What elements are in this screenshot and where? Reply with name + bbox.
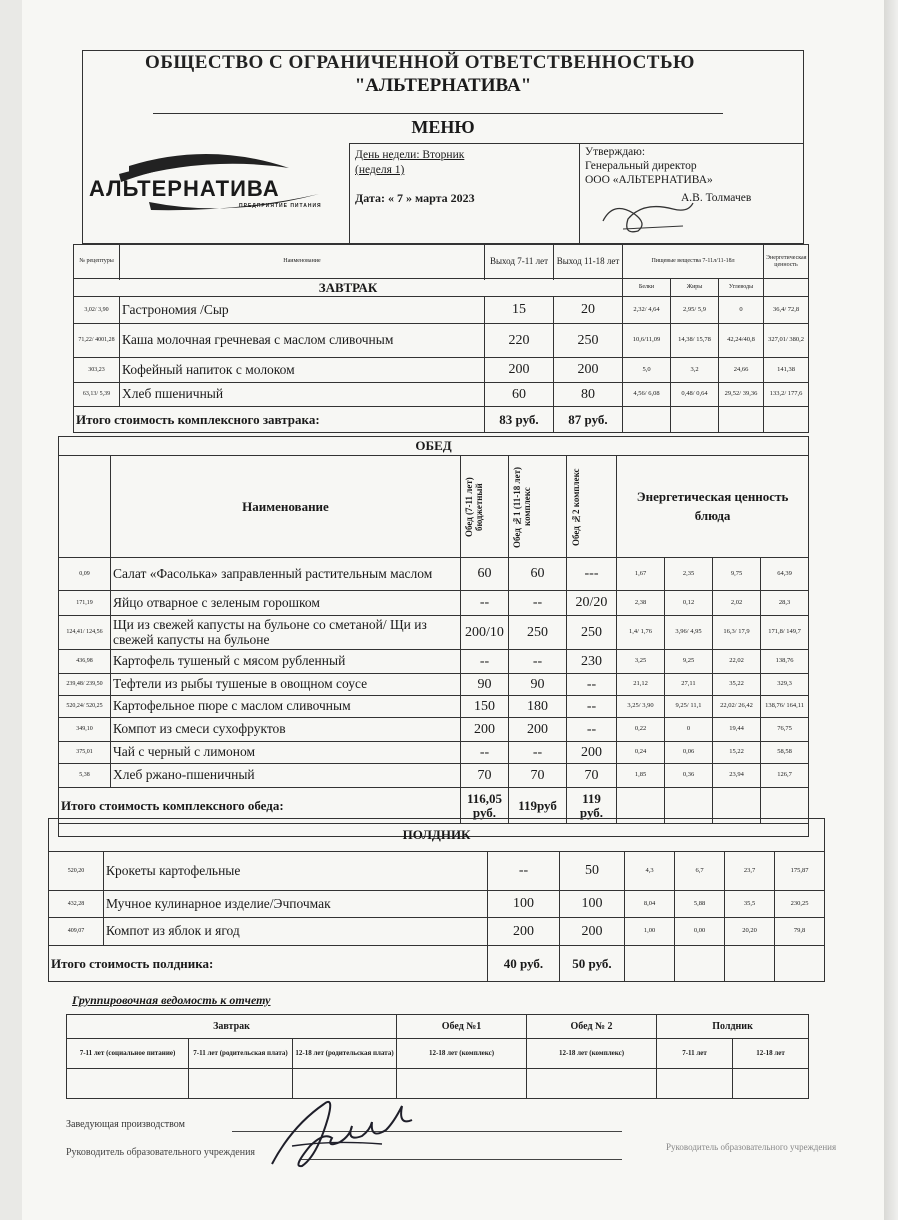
energy-value: 138,76 <box>761 650 809 674</box>
portion-lunch-2: -- <box>567 674 617 696</box>
energy-value: 64,39 <box>761 558 809 591</box>
total-row <box>74 407 809 433</box>
fat-value: 27,11 <box>665 674 713 696</box>
portion-budget: 60 <box>461 558 509 591</box>
table-row <box>59 674 809 696</box>
group-header-breakfast: Завтрак <box>67 1015 397 1039</box>
portion-lunch-2: -- <box>567 696 617 718</box>
carbs-value: 19,44 <box>713 718 761 742</box>
approver-title: Генеральный директор <box>585 160 697 172</box>
recipe-code: 239,48/ 239,50 <box>59 674 111 696</box>
section-breakfast: ЗАВТРАК <box>74 279 623 297</box>
group-sub-lunch-1-complex: 12-18 лет (комплекс) <box>397 1039 527 1069</box>
dish-name: Крокеты картофельные <box>104 852 488 891</box>
group-report-table <box>66 1014 809 1099</box>
dish-name: Щи из свежей капусты на бульоне со сметаной/ Щи из свежей капусты на бульоне <box>111 616 461 650</box>
approved-label: Утверждаю: <box>585 146 646 158</box>
recipe-code: 349,10 <box>59 718 111 742</box>
dish-name: Кофейный напиток с молоком <box>120 358 485 383</box>
portion-lunch-1: -- <box>509 650 567 674</box>
portion-budget: -- <box>461 591 509 616</box>
fat-value: 3,96/ 4,95 <box>665 616 713 650</box>
dish-name: Каша молочная гречневая с маслом сливочным <box>120 324 485 358</box>
table-row <box>74 358 809 383</box>
protein-value: 3,25/ 3,90 <box>617 696 665 718</box>
total-price-budget: 116,05 руб. <box>461 788 509 824</box>
portion-7-11: 200 <box>488 918 560 946</box>
carbs-value: 29,52/ 39,36 <box>719 383 764 407</box>
fat-value: 5,88 <box>675 891 725 918</box>
table-row <box>59 558 809 591</box>
fat-value: 2,95/ 5,9 <box>671 297 719 324</box>
carbs-value: 42,24/40,8 <box>719 324 764 358</box>
fat-value: 0,00 <box>675 918 725 946</box>
section-lunch: ОБЕД <box>59 437 809 456</box>
header-grid-line <box>349 143 803 144</box>
dish-name: Компот из смеси сухофруктов <box>111 718 461 742</box>
total-price-lunch-1: 119руб <box>509 788 567 824</box>
header-vert-line-1 <box>349 143 350 243</box>
energy-value: 76,75 <box>761 718 809 742</box>
recipe-code: 432,28 <box>49 891 104 918</box>
fat-value: 0,48/ 0,64 <box>671 383 719 407</box>
energy-value: 58,58 <box>761 742 809 764</box>
dish-name: Мучное кулинарное изделие/Эчпочмак <box>104 891 488 918</box>
dish-name: Салат «Фасолька» заправленный растительным маслом <box>111 558 461 591</box>
recipe-code: 171,19 <box>59 591 111 616</box>
portion-lunch-2: -- <box>567 718 617 742</box>
portion-budget: 150 <box>461 696 509 718</box>
col-header-out-11-18: Выход 11-18 лет <box>554 245 623 279</box>
footer-school-head-right: Руководитель образовательного учреждения <box>666 1142 837 1152</box>
col-header-protein: Белки <box>623 279 671 297</box>
recipe-code: 63,13/ 5,39 <box>74 383 120 407</box>
portion-lunch-1: 70 <box>509 764 567 788</box>
group-sub-parent-7-11: 7-11 лет (родительская плата) <box>189 1039 293 1069</box>
dish-name: Картофель тушеный с мясом рубленный <box>111 650 461 674</box>
portion-lunch-2: 200 <box>567 742 617 764</box>
page-edge-shadow <box>884 0 898 1220</box>
table-row <box>59 650 809 674</box>
carbs-value: 23,7 <box>725 852 775 891</box>
group-header-snack: Полдник <box>657 1015 809 1039</box>
col-header-carbs: Углеводы <box>719 279 764 297</box>
protein-value: 8,04 <box>625 891 675 918</box>
approver-name: А.В. Толмачев <box>681 192 752 204</box>
group-sub-snack-12-18: 12-18 лет <box>733 1039 809 1069</box>
portion-lunch-2: 20/20 <box>567 591 617 616</box>
carbs-value: 35,22 <box>713 674 761 696</box>
energy-value: 329,3 <box>761 674 809 696</box>
portion-lunch-1: 90 <box>509 674 567 696</box>
fat-value: 9,25/ 11,1 <box>665 696 713 718</box>
recipe-code: 5,38 <box>59 764 111 788</box>
col-header-energy: Энергетическая ценность <box>764 245 809 279</box>
portion-11-18: 200 <box>554 358 623 383</box>
energy-value: 141,38 <box>764 358 809 383</box>
energy-value: 138,76/ 164,11 <box>761 696 809 718</box>
carbs-value: 16,3/ 17,9 <box>713 616 761 650</box>
energy-value: 79,8 <box>775 918 825 946</box>
carbs-value: 20,20 <box>725 918 775 946</box>
portion-lunch-2: 70 <box>567 764 617 788</box>
table-row <box>59 764 809 788</box>
table-row <box>59 616 809 650</box>
protein-value: 1,00 <box>625 918 675 946</box>
org-name: "АЛЬТЕРНАТИВА" <box>354 75 532 96</box>
col-header-name: Наименование <box>111 456 461 558</box>
col-header-recipe: № рецептуры <box>74 245 120 279</box>
portion-11-18: 80 <box>554 383 623 407</box>
table-row <box>59 742 809 764</box>
portion-lunch-2: 250 <box>567 616 617 650</box>
recipe-code: 520,20 <box>49 852 104 891</box>
menu-date: Дата: « 7 » марта 2023 <box>355 191 475 205</box>
portion-lunch-2: 230 <box>567 650 617 674</box>
table-row <box>74 383 809 407</box>
weekday: День недели: Вторник <box>355 149 465 161</box>
table-row <box>74 324 809 358</box>
approver-org: ООО «АЛЬТЕРНАТИВА» <box>585 174 713 186</box>
portion-7-11: -- <box>488 852 560 891</box>
carbs-value: 22,02/ 26,42 <box>713 696 761 718</box>
carbs-value: 15,22 <box>713 742 761 764</box>
header-vert-line-2 <box>579 143 580 243</box>
portion-7-11: 220 <box>485 324 554 358</box>
protein-value: 0,22 <box>617 718 665 742</box>
portion-budget: 200/10 <box>461 616 509 650</box>
fat-value: 3,2 <box>671 358 719 383</box>
footer-school-head: Руководитель образовательного учреждения <box>66 1147 256 1158</box>
portion-budget: 200 <box>461 718 509 742</box>
table-row <box>59 591 809 616</box>
col-header-out-7-11: Выход 7-11 лет <box>485 245 554 279</box>
protein-value: 4,3 <box>625 852 675 891</box>
lunch-table <box>58 436 809 837</box>
dish-name: Яйцо отварное с зеленым горошком <box>111 591 461 616</box>
group-sub-lunch-2-complex: 12-18 лет (комплекс) <box>527 1039 657 1069</box>
table-row <box>49 918 825 946</box>
fat-value: 0 <box>665 718 713 742</box>
protein-value: 1,4/ 1,76 <box>617 616 665 650</box>
group-sub-parent-12-18: 12-18 лет (родительская плата) <box>293 1039 397 1069</box>
carbs-value: 9,75 <box>713 558 761 591</box>
group-header-lunch-2: Обед № 2 <box>527 1015 657 1039</box>
dish-name: Компот из яблок и ягод <box>104 918 488 946</box>
group-header-lunch-1: Обед №1 <box>397 1015 527 1039</box>
total-label: Итого стоимость комплексного обеда: <box>59 788 461 824</box>
doc-title: МЕНЮ <box>411 117 475 137</box>
protein-value: 2,32/ 4,64 <box>623 297 671 324</box>
dish-name: Хлеб пшеничный <box>120 383 485 407</box>
dish-name: Тефтели из рыбы тушеные в овощном соусе <box>111 674 461 696</box>
protein-value: 4,56/ 6,08 <box>623 383 671 407</box>
group-cell <box>657 1069 733 1099</box>
recipe-code: 71,22/ 4001,28 <box>74 324 120 358</box>
carbs-value: 22,02 <box>713 650 761 674</box>
portion-7-11: 100 <box>488 891 560 918</box>
col-header-fat: Жиры <box>671 279 719 297</box>
protein-value: 10,6/11,09 <box>623 324 671 358</box>
recipe-code: 436,98 <box>59 650 111 674</box>
protein-value: 2,38 <box>617 591 665 616</box>
total-price-11-18: 87 руб. <box>554 407 623 433</box>
logo-subtext: ПРЕДПРИЯТИЕ ПИТАНИЯ <box>239 203 322 209</box>
group-report-title: Группировочная ведомость к отчету <box>72 993 271 1007</box>
fat-value: 14,38/ 15,78 <box>671 324 719 358</box>
dish-name: Хлеб ржано-пшеничный <box>111 764 461 788</box>
portion-lunch-2: --- <box>567 558 617 591</box>
fat-value: 9,25 <box>665 650 713 674</box>
fat-value: 0,12 <box>665 591 713 616</box>
table-row <box>74 297 809 324</box>
footer-signature-icon <box>262 1086 432 1176</box>
dish-name: Картофельное пюре с маслом сливочным <box>111 696 461 718</box>
col-header-name: Наименование <box>120 245 485 279</box>
energy-value: 126,7 <box>761 764 809 788</box>
logo-text: АЛЬТЕРНАТИВА <box>89 176 280 201</box>
snack-table <box>48 818 825 982</box>
recipe-code: 409,07 <box>49 918 104 946</box>
table-row <box>49 891 825 918</box>
col-header-nutrients: Пищевые вещества 7-11л/11-18л <box>623 245 764 279</box>
portion-7-11: 200 <box>485 358 554 383</box>
protein-value: 5,0 <box>623 358 671 383</box>
col-header-lunch-1: Обед №1 (11-18 лет) комплекс <box>511 465 532 548</box>
recipe-code: 375,01 <box>59 742 111 764</box>
protein-value: 21,12 <box>617 674 665 696</box>
group-sub-snack-7-11: 7-11 лет <box>657 1039 733 1069</box>
recipe-code: 0,09 <box>59 558 111 591</box>
portion-budget: 90 <box>461 674 509 696</box>
carbs-value: 24,66 <box>719 358 764 383</box>
carbs-value: 35,5 <box>725 891 775 918</box>
total-price-lunch-2: 119 руб. <box>567 788 617 824</box>
energy-value: 175,87 <box>775 852 825 891</box>
protein-value: 1,85 <box>617 764 665 788</box>
portion-lunch-1: 180 <box>509 696 567 718</box>
energy-value: 171,8/ 149,7 <box>761 616 809 650</box>
portion-12-18: 50 <box>560 852 625 891</box>
protein-value: 1,67 <box>617 558 665 591</box>
energy-value: 36,4/ 72,8 <box>764 297 809 324</box>
recipe-code: 303,23 <box>74 358 120 383</box>
fat-value: 6,7 <box>675 852 725 891</box>
portion-12-18: 200 <box>560 918 625 946</box>
energy-value: 28,3 <box>761 591 809 616</box>
portion-budget: -- <box>461 650 509 674</box>
portion-11-18: 250 <box>554 324 623 358</box>
recipe-code: 3,02/ 3,90 <box>74 297 120 324</box>
org-line: ОБЩЕСТВО С ОГРАНИЧЕННОЙ ОТВЕТСТВЕННОСТЬЮ <box>145 52 695 73</box>
total-row <box>49 946 825 982</box>
protein-value: 3,25 <box>617 650 665 674</box>
energy-value: 327,01/ 380,2 <box>764 324 809 358</box>
fat-value: 0,36 <box>665 764 713 788</box>
portion-budget: -- <box>461 742 509 764</box>
portion-budget: 70 <box>461 764 509 788</box>
table-row <box>59 696 809 718</box>
group-cell <box>733 1069 809 1099</box>
carbs-value: 2,02 <box>713 591 761 616</box>
approver-signature-icon <box>593 191 703 236</box>
portion-11-18: 20 <box>554 297 623 324</box>
col-header-lunch-2: Обед №2 комплекс <box>570 467 581 546</box>
portion-7-11: 60 <box>485 383 554 407</box>
breakfast-table <box>73 244 809 433</box>
carbs-value: 23,94 <box>713 764 761 788</box>
title-underline <box>153 113 723 114</box>
recipe-code: 124,41/ 124,56 <box>59 616 111 650</box>
table-row <box>49 852 825 891</box>
col-header-energy: Энергетическая ценность блюда <box>617 456 809 558</box>
energy-value: 230,25 <box>775 891 825 918</box>
recipe-code: 520,24/ 520,25 <box>59 696 111 718</box>
portion-12-18: 100 <box>560 891 625 918</box>
total-label: Итого стоимость полдника: <box>49 946 488 982</box>
total-price-7-11: 83 руб. <box>485 407 554 433</box>
group-cell <box>527 1069 657 1099</box>
portion-lunch-1: 200 <box>509 718 567 742</box>
dish-name: Чай с черный с лимоном <box>111 742 461 764</box>
portion-7-11: 15 <box>485 297 554 324</box>
portion-lunch-1: -- <box>509 591 567 616</box>
total-price-12-18: 50 руб. <box>560 946 625 982</box>
company-logo <box>89 146 339 226</box>
header-box <box>82 50 804 244</box>
col-header-lunch-budget: Обед (7-11 лет) бюджетный <box>463 476 484 537</box>
group-sub-social: 7-11 лет (социальное питание) <box>67 1039 189 1069</box>
section-snack: ПОЛДНИК <box>49 819 825 852</box>
total-label: Итого стоимость комплексного завтрака: <box>74 407 485 433</box>
portion-lunch-1: 250 <box>509 616 567 650</box>
carbs-value: 0 <box>719 297 764 324</box>
table-row <box>59 718 809 742</box>
protein-value: 0,24 <box>617 742 665 764</box>
fat-value: 0,06 <box>665 742 713 764</box>
week-number: (неделя 1) <box>355 164 405 176</box>
portion-lunch-1: 60 <box>509 558 567 591</box>
dish-name: Гастрономия /Сыр <box>120 297 485 324</box>
portion-lunch-1: -- <box>509 742 567 764</box>
total-price-7-11: 40 руб. <box>488 946 560 982</box>
footer-production-head: Заведующая производством <box>66 1119 185 1130</box>
energy-value: 133,2/ 177,6 <box>764 383 809 407</box>
fat-value: 2,35 <box>665 558 713 591</box>
group-cell <box>67 1069 189 1099</box>
